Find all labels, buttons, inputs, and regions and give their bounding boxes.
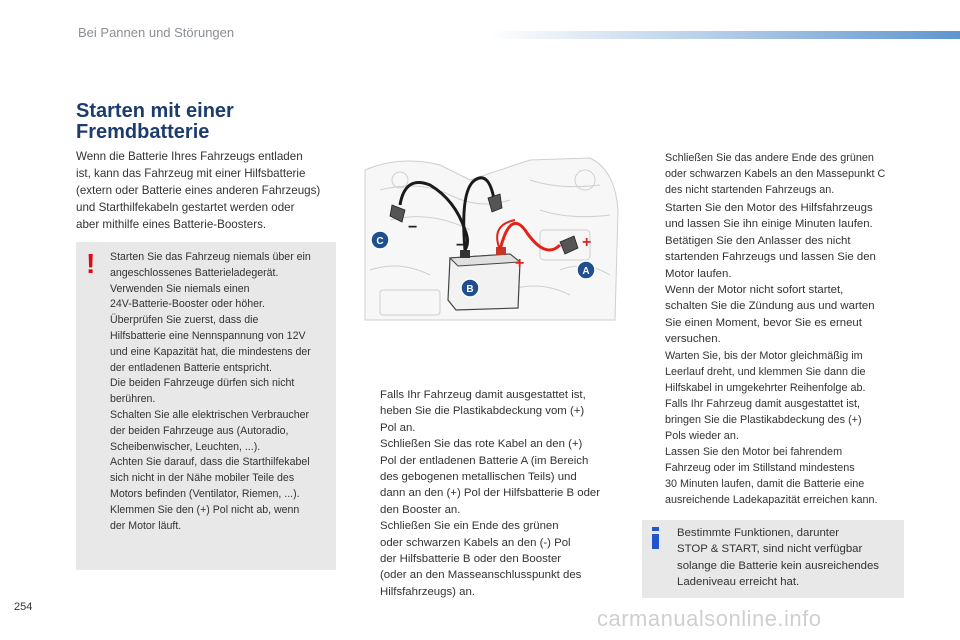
warning-text	[110, 250, 332, 534]
intro-line: ist, kann das Fahrzeug mit einer Hilfsbatterie	[76, 167, 306, 180]
step-line: ausreichende Ladekapazität erreichen kann.	[665, 494, 878, 506]
warning-line: und eine Kapazität hat, die mindestens der	[110, 345, 311, 358]
mid-step-list	[358, 387, 628, 600]
header-decor-bar	[490, 31, 960, 39]
warning-icon: !	[86, 248, 96, 279]
info-text	[677, 525, 902, 591]
illus-minus-2: −	[456, 237, 466, 254]
info-line: STOP & START, sind nicht verfügbar	[677, 543, 863, 556]
warning-line: Achten Sie darauf, dass die Starthilfekabel	[110, 456, 310, 469]
step-text	[665, 150, 913, 198]
step-text	[380, 518, 628, 600]
step-line: Pols wieder an.	[665, 430, 739, 442]
step-line: oder schwarzen Kabels an den Massepunkt C	[665, 168, 886, 180]
step-line: Schließen Sie ein Ende des grünen	[380, 520, 559, 533]
step-line: oder schwarzen Kabels an den (-) Pol	[380, 536, 571, 549]
info-line: Bestimmte Funktionen, darunter	[677, 527, 840, 539]
step-line: Hilfskabel in umgekehrter Reihenfolge ab.	[665, 382, 866, 394]
warning-line: Motors befinden (Ventilator, Riemen, ...).	[110, 487, 300, 500]
step-line: des nicht startenden Fahrzeugs an.	[665, 184, 835, 196]
illus-minus-1: −	[408, 219, 418, 236]
label-b: B	[466, 284, 474, 295]
label-c-badge	[371, 231, 389, 249]
label-a-badge	[577, 261, 595, 279]
step-line: 30 Minuten laufen, damit die Batterie eine	[665, 478, 865, 490]
step-line: Schließen Sie das andere Ende des grünen	[665, 152, 874, 164]
step-line: Wenn der Motor nicht sofort startet,	[665, 284, 844, 297]
warning-line: Die beiden Fahrzeuge dürfen sich nicht	[110, 377, 295, 390]
step-item	[643, 150, 913, 198]
step-text	[665, 233, 913, 348]
step-text	[665, 348, 913, 396]
step-text	[665, 200, 913, 233]
step-item	[358, 436, 628, 518]
title-line: Fremdbatterie	[76, 121, 210, 143]
step-line: Pol an.	[380, 421, 416, 434]
intro-line: aber mithilfe eines Batterie-Boosters.	[76, 218, 267, 231]
step-line: Betätigen Sie den Anlasser des nicht	[665, 234, 851, 247]
step-line: bringen Sie die Plastikabdeckung des (+)	[665, 414, 862, 426]
step-line: Falls Ihr Fahrzeug damit ausgestattet ist,	[380, 389, 586, 401]
step-item	[643, 348, 913, 396]
right-step-list-3	[643, 348, 913, 508]
illus-plus-2: +	[582, 234, 592, 251]
warning-line: Schalten Sie alle elektrischen Verbraucher	[110, 408, 310, 421]
step-line: dann an den (+) Pol der Hilfsbatterie B oder	[380, 487, 601, 500]
step-text	[665, 444, 913, 508]
intro-line: (extern oder Batterie eines anderen Fahrzeugs)	[76, 184, 321, 197]
step-line: schalten Sie die Zündung aus und warten	[665, 300, 875, 313]
warning-line: 24V-Batterie-Booster oder höher.	[110, 298, 265, 311]
info-icon	[651, 527, 660, 549]
warning-line: Überprüfen Sie zuerst, dass die	[110, 314, 259, 327]
jump-start-illustration	[360, 150, 620, 325]
step-line: Warten Sie, bis der Motor gleichmäßig im	[665, 350, 863, 362]
step-line: der Hilfsbatterie B oder den Booster	[380, 553, 562, 566]
page-title	[76, 101, 336, 143]
step-line: Lassen Sie den Motor bei fahrendem	[665, 446, 843, 458]
step-line: versuchen.	[665, 333, 721, 346]
step-line: den Booster an.	[380, 503, 461, 516]
step-item	[643, 396, 913, 444]
right-step-list-1	[643, 150, 913, 198]
warning-line: der entladenen Batterie entspricht.	[110, 361, 272, 374]
warning-line: Hilfsbatterie eine Nennspannung von 12V	[110, 329, 306, 342]
step-line: startenden Fahrzeugs und lassen Sie den	[665, 251, 876, 264]
warning-line: angeschlossenes Batterieladegerät.	[110, 266, 279, 279]
watermark: carmanualsonline.info	[597, 606, 822, 631]
step-item	[358, 387, 628, 436]
info-line: solange die Batterie kein ausreichendes	[677, 559, 880, 572]
step-line: Pol der entladenen Batterie A (im Bereich	[380, 454, 589, 467]
step-line: Leerlauf dreht, und klemmen Sie dann die	[665, 366, 866, 378]
illus-plus-1: +	[515, 255, 525, 272]
warning-line: Scheibenwischer, Leuchten, ...).	[110, 440, 261, 453]
info-line: Ladeniveau erreicht hat.	[677, 576, 800, 589]
step-text	[380, 387, 628, 436]
page-number: 254	[14, 601, 33, 613]
intro-line: Wenn die Batterie Ihres Fahrzeugs entladen	[76, 150, 303, 163]
step-text	[380, 436, 628, 518]
step-item	[643, 233, 913, 348]
label-c: C	[376, 236, 384, 247]
step-item	[643, 444, 913, 508]
step-line: und lassen Sie ihn einige Minuten laufen.	[665, 218, 873, 231]
step-line: des gebogenen metallischen Teils) und	[380, 471, 577, 484]
step-line: (oder an den Masseanschlusspunkt des	[380, 569, 582, 582]
step-line: Sie einen Moment, bevor Sie es erneut	[665, 316, 862, 329]
label-a: A	[582, 266, 590, 277]
step-text	[665, 396, 913, 444]
step-line: Motor laufen.	[665, 267, 732, 280]
step-line: Falls Ihr Fahrzeug damit ausgestattet ist,	[665, 398, 861, 410]
warning-line: Klemmen Sie den (+) Pol nicht ab, wenn	[110, 503, 300, 516]
step-item	[643, 200, 913, 233]
warning-line: berühren.	[110, 393, 156, 406]
title-line: Starten mit einer	[76, 100, 234, 122]
warning-line: sich nicht in der Nähe mobiler Teile des	[110, 472, 295, 485]
warning-line: Verwenden Sie niemals einen	[110, 282, 250, 295]
right-step-list-2	[643, 200, 913, 348]
step-line: Hilfsfahrzeugs) an.	[380, 585, 475, 598]
intro-line: und Starthilfekabeln gestartet werden oder	[76, 201, 295, 214]
intro-paragraph	[76, 148, 340, 233]
warning-line: der beiden Fahrzeuge aus (Autoradio,	[110, 424, 289, 437]
step-item	[358, 518, 628, 600]
step-line: Schließen Sie das rote Kabel an den (+)	[380, 438, 583, 451]
warning-line: der Motor läuft.	[110, 519, 182, 532]
warning-line: Starten Sie das Fahrzeug niemals über ein	[110, 251, 311, 263]
label-b-badge	[461, 279, 479, 297]
section-header: Bei Pannen und Störungen	[78, 25, 235, 40]
step-line: Starten Sie den Motor des Hilfsfahrzeugs	[665, 202, 873, 214]
step-line: heben Sie die Plastikabdeckung vom (+)	[380, 405, 585, 418]
step-line: Fahrzeug oder im Stillstand mindestens	[665, 462, 855, 474]
